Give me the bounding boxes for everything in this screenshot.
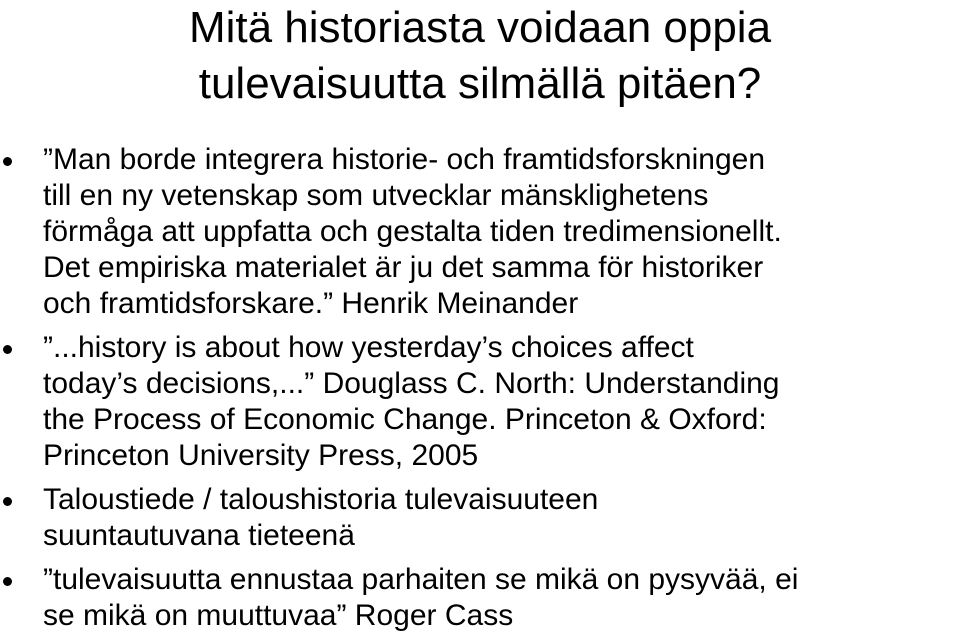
bullet-line: Det empiriska materialet är ju det samma för historiker: [43, 251, 764, 284]
bullet-line: today’s decisions,...” Douglass C. North: Understanding: [43, 367, 780, 400]
bullet-dot-icon: [3, 345, 12, 354]
title-line-2: tulevaisuutta silmällä pitäen?: [198, 59, 762, 108]
bullet-line: ”Man borde integrera historie- och framtidsforskningen: [43, 143, 766, 176]
title-line-1: Mitä historiasta voidaan oppia: [188, 3, 772, 52]
bullet-meinander-quote: [0, 142, 960, 322]
bullet-line: the Process of Economic Change. Princeton & Oxford:: [43, 403, 767, 436]
bullet-line: Princeton University Press, 2005: [43, 439, 479, 472]
bullet-cass-quote: [0, 562, 960, 634]
bullet-line: till en ny vetenskap som utvecklar mänsklighetens: [43, 179, 709, 212]
bullet-list: [0, 142, 960, 642]
bullet-dot-icon: [3, 157, 12, 166]
bullet-dot-icon: [3, 577, 12, 586]
bullet-line: och framtidsforskare.” Henrik Meinander: [43, 287, 579, 320]
bullet-north-quote: [0, 330, 960, 474]
bullet-economics: [0, 482, 960, 554]
bullet-line: ”tulevaisuutta ennustaa parhaiten se mikä on pysyvää, ei: [43, 563, 799, 596]
bullet-dot-icon: [3, 497, 12, 506]
bullet-line: ”...history is about how yesterday’s choices affect: [43, 331, 694, 364]
bullet-line: suuntautuvana tieteenä: [43, 519, 355, 552]
bullet-line: förmåga att uppfatta och gestalta tiden tredimensionellt.: [43, 215, 782, 248]
bullet-line: se mikä on muuttuvaa” Roger Cass: [43, 599, 514, 632]
slide-title: [0, 0, 960, 112]
bullet-line: Taloustiede / taloushistoria tulevaisuuteen: [43, 483, 599, 516]
